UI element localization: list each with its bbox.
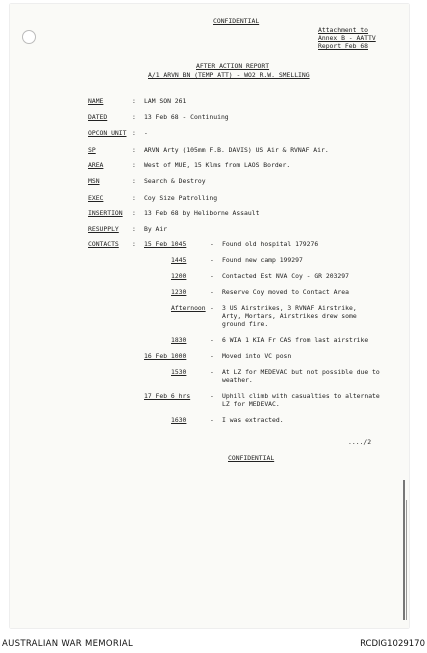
contact-time: 17 Feb 6 hrs <box>144 392 191 400</box>
field-value: - <box>144 129 148 137</box>
contact-time: 16 Feb 1000 <box>144 352 187 360</box>
field-value: ARVN Arty (105mm F.B. DAVIS) US Air & RVNAF Air. <box>144 146 329 154</box>
contact-description: Contacted Est NVA Coy - GR 203297 <box>222 272 349 280</box>
contact-time: 1630 <box>171 416 187 424</box>
contact-dash: - <box>210 272 214 280</box>
field-colon: : <box>132 161 136 169</box>
archive-id: RCDIG1029170 <box>360 639 425 649</box>
contact-time: 1830 <box>171 336 187 344</box>
classification-bottom: CONFIDENTIAL <box>228 454 275 462</box>
contact-dash: - <box>210 304 214 312</box>
field-label: OPCON UNIT <box>88 129 127 137</box>
field-value: Coy Size Patrolling <box>144 194 218 202</box>
contact-description: Found new camp 199297 <box>222 256 303 264</box>
field-colon: : <box>132 225 136 233</box>
field-label: MSN <box>88 177 100 185</box>
contact-description: LZ for MEDEVAC. <box>222 400 280 408</box>
archive-footer <box>0 633 427 653</box>
attachment-line-1: Attachment to <box>318 26 369 34</box>
punch-hole <box>22 30 36 44</box>
contact-description: Moved into VC posn <box>222 352 292 360</box>
classification-top: CONFIDENTIAL <box>213 17 260 25</box>
field-colon: : <box>132 146 136 154</box>
field-value: 13 Feb 68 by Heliborne Assault <box>144 209 260 217</box>
contact-dash: - <box>210 288 214 296</box>
contact-dash: - <box>210 240 214 248</box>
page-continuation: ..../2 <box>348 438 372 446</box>
report-title: AFTER ACTION REPORT <box>196 62 270 70</box>
report-subtitle: A/1 ARVN BN (TEMP ATT) - WO2 R.W. SMELLING <box>148 71 310 79</box>
field-colon: : <box>132 113 136 121</box>
field-label: INSERTION <box>88 209 123 217</box>
field-colon: : <box>132 177 136 185</box>
page-edge <box>406 500 407 620</box>
contact-description: 6 WIA 1 KIA Fr CAS from last airstrike <box>222 336 369 344</box>
field-label: NAME <box>88 97 104 105</box>
field-colon: : <box>132 129 136 137</box>
contact-description: ground fire. <box>222 320 269 328</box>
contact-dash: - <box>210 392 214 400</box>
field-colon: : <box>132 209 136 217</box>
attachment-line-2: Annex B - AATTV <box>318 34 376 42</box>
contact-description: 3 US Airstrikes, 3 RVNAF Airstrike, <box>222 304 357 312</box>
field-value: West of MUE, 15 Klms from LAOS Border. <box>144 161 291 169</box>
archive-name: AUSTRALIAN WAR MEMORIAL <box>2 639 134 649</box>
field-colon: : <box>132 240 136 248</box>
field-label: EXEC <box>88 194 104 202</box>
contact-dash: - <box>210 336 214 344</box>
page-edge <box>403 480 405 620</box>
contact-time: 1530 <box>171 368 187 376</box>
contact-time: 1445 <box>171 256 187 264</box>
field-colon: : <box>132 97 136 105</box>
field-label: SP <box>88 146 96 154</box>
field-label: DATED <box>88 113 108 121</box>
contact-description: Uphill climb with casualties to alternate <box>222 392 380 400</box>
contact-dash: - <box>210 256 214 264</box>
contact-dash: - <box>210 416 214 424</box>
field-label: RESUPPLY <box>88 225 119 233</box>
contact-description: At LZ for MEDEVAC but not possible due to <box>222 368 380 376</box>
contact-description: I was extracted. <box>222 416 284 424</box>
contact-time: 1200 <box>171 272 187 280</box>
field-label: CONTACTS <box>88 240 119 248</box>
contact-time: Afternoon <box>171 304 206 312</box>
field-colon: : <box>132 194 136 202</box>
contact-description: Found old hospital 179276 <box>222 240 319 248</box>
contact-description: weather. <box>222 376 253 384</box>
contact-description: Arty, Mortars, Airstrikes drew some <box>222 312 357 320</box>
contact-time: 15 Feb 1045 <box>144 240 187 248</box>
field-value: LAM SON 261 <box>144 97 187 105</box>
attachment-line-3: Report Feb 68 <box>318 42 369 50</box>
field-value: Search & Destroy <box>144 177 206 185</box>
field-value: 13 Feb 68 - Continuing <box>144 113 229 121</box>
contact-time: 1230 <box>171 288 187 296</box>
field-label: AREA <box>88 161 104 169</box>
contact-dash: - <box>210 368 214 376</box>
field-value: By Air <box>144 225 168 233</box>
contact-description: Reserve Coy moved to Contact Area <box>222 288 349 296</box>
contact-dash: - <box>210 352 214 360</box>
